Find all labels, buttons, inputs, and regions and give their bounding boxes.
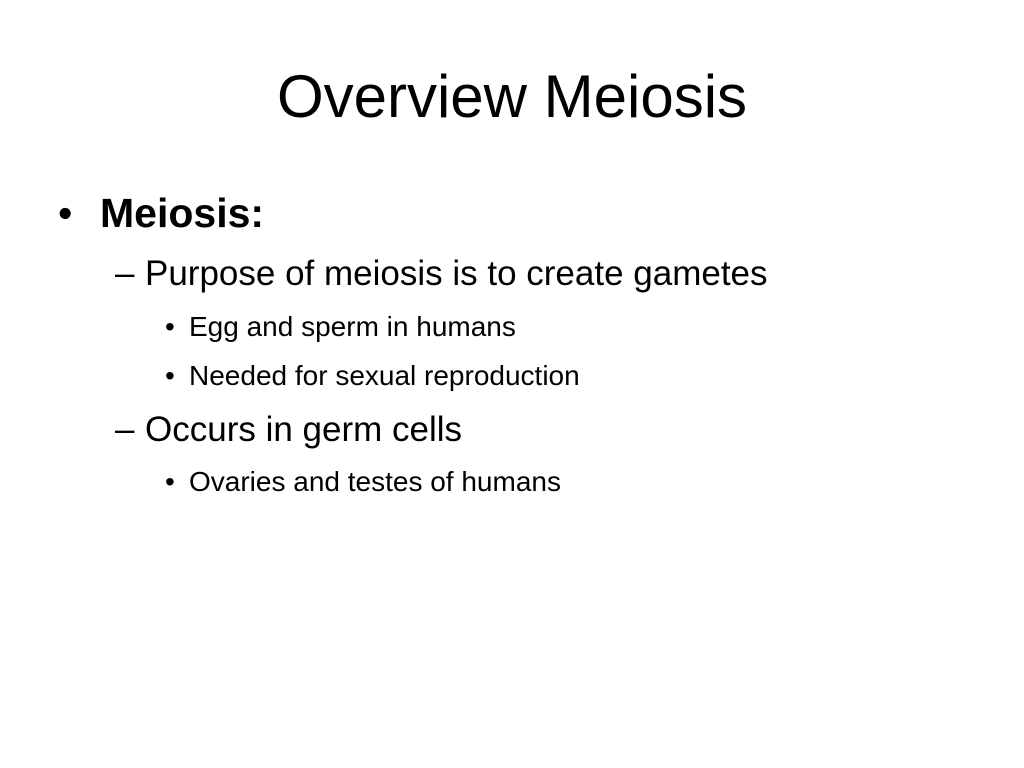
sub-bullet-purpose	[115, 253, 768, 295]
bullet-marker: •	[165, 360, 175, 391]
slide-title: Overview Meiosis	[276, 63, 748, 130]
bullet-text: Meiosis:	[100, 190, 265, 236]
sub-bullet-germ-cells	[115, 409, 462, 451]
bullet-marker: •	[165, 466, 175, 497]
bullet-meiosis	[58, 188, 264, 238]
bullet-marker: •	[58, 190, 73, 236]
sub-sub-bullet-text: Ovaries and testes of humans	[189, 466, 561, 497]
sub-sub-bullet-text: Egg and sperm in humans	[189, 311, 516, 342]
sub-sub-bullet-ovaries-testes	[165, 465, 561, 499]
sub-sub-bullet-sexual-reproduction	[165, 359, 580, 393]
sub-bullet-text: Purpose of meiosis is to create gametes	[145, 254, 768, 293]
dash-marker: –	[115, 410, 135, 449]
sub-sub-bullet-egg-sperm	[165, 310, 516, 344]
sub-sub-bullet-text: Needed for sexual reproduction	[189, 360, 580, 391]
sub-bullet-text: Occurs in germ cells	[145, 410, 463, 449]
dash-marker: –	[115, 254, 135, 293]
bullet-marker: •	[165, 311, 175, 342]
